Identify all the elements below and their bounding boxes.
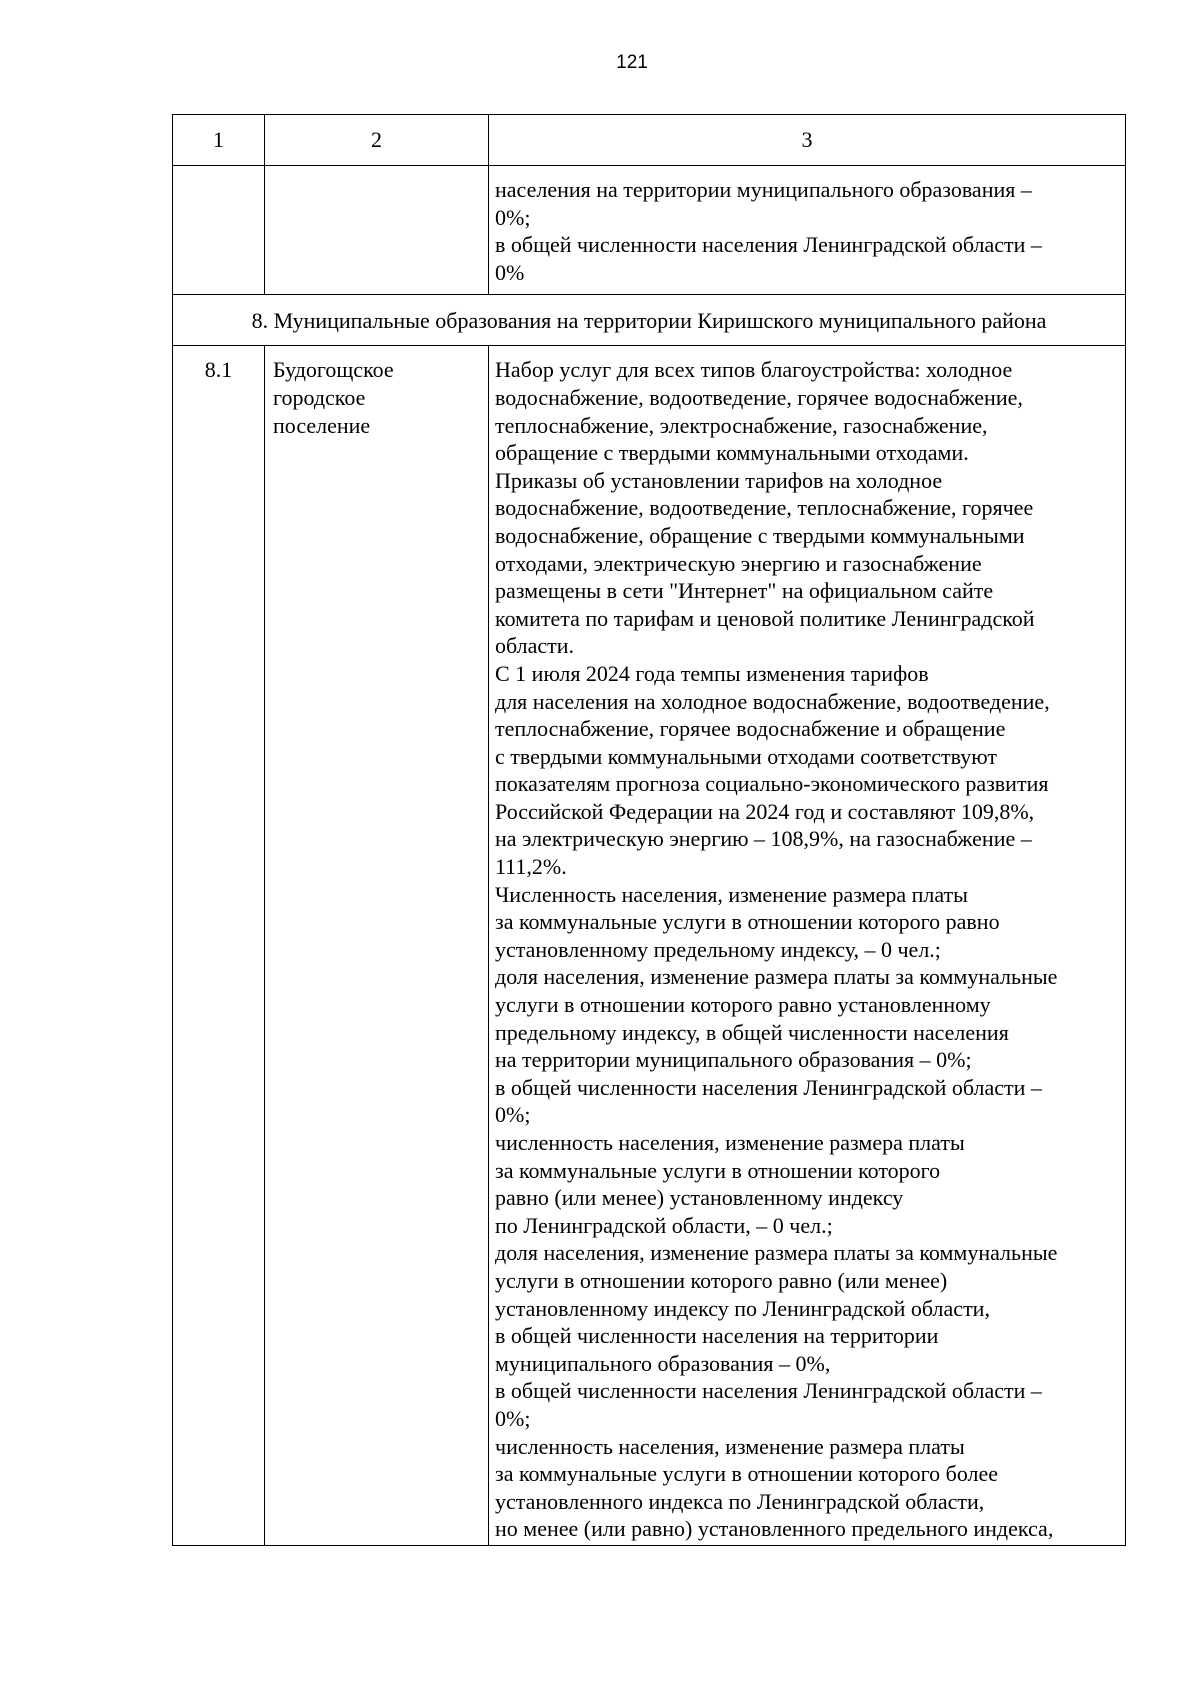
text-line: предельному индексу, в общей численности населения (495, 1019, 1009, 1045)
text-line: установленного индекса по Ленинградской области, (495, 1488, 985, 1514)
text-line: размещены в сети "Интернет" на официальном сайте (495, 578, 994, 604)
item-name-line: городское (273, 384, 366, 410)
continuation-number-cell (173, 166, 265, 295)
text-line: населения на территории муниципального образования – (495, 177, 1032, 202)
text-line: Численность населения, изменение размера платы (495, 881, 968, 907)
continuation-row (173, 166, 1126, 295)
section-row (173, 295, 1126, 346)
text-line: Российской Федерации на 2024 год и составляют 109,8%, (495, 798, 1035, 824)
text-line: доля населения, изменение размера платы за коммунальные (495, 964, 1058, 990)
text-line: показателям прогноза социально-экономического развития (495, 771, 1049, 797)
text-line: равно (или менее) установленному индексу (495, 1185, 904, 1211)
table-header-row (173, 115, 1126, 166)
text-line: 0%; (495, 204, 531, 230)
page-number: 121 (616, 52, 648, 73)
text-line: численность населения, изменение размера платы (495, 1130, 965, 1155)
text-line: в общей численности населения Ленинградской области – (495, 1074, 1042, 1100)
text-line: на территории муниципального образования – 0%; (495, 1047, 972, 1073)
text-line: теплоснабжение, горячее водоснабжение и обращение (495, 716, 1006, 742)
continuation-text-cell (489, 166, 1126, 295)
text-line: водоснабжение, водоотведение, теплоснабжение, горячее (495, 495, 1034, 521)
item-name (265, 346, 489, 1546)
text-line: установленному предельному индексу, – 0 чел.; (495, 936, 941, 962)
text-line: установленному индексу по Ленинградской области, (495, 1295, 990, 1321)
item-number: 8.1 (173, 346, 265, 1546)
text-line: по Ленинградской области, – 0 чел.; (495, 1212, 833, 1238)
table-row (173, 346, 1126, 1546)
text-line: в общей численности населения Ленинградской области – (495, 1378, 1042, 1404)
item-name-line: поселение (273, 412, 371, 438)
text-line: на электрическую энергию – 108,9%, на газоснабжение – (495, 826, 1032, 852)
text-line: С 1 июля 2024 года темпы изменения тарифов (495, 660, 929, 686)
continuation-name-cell (265, 166, 489, 295)
item-name-line: Будогощское (273, 357, 394, 383)
section-title: 8. Муниципальные образования на территории Киришского муниципального района (173, 295, 1126, 346)
text-line: услуги в отношении которого равно (или менее) (495, 1267, 948, 1293)
text-line: но менее (или равно) установленного предельного индекса, (495, 1516, 1054, 1542)
text-line: области. (495, 633, 575, 659)
text-line: отходами, электрическую энергию и газоснабжение (495, 550, 982, 576)
text-line: 0%; (495, 1405, 531, 1431)
item-description (489, 346, 1126, 1546)
column-header-2: 2 (265, 115, 489, 166)
column-header-3: 3 (489, 115, 1126, 166)
text-line: 111,2%. (495, 854, 567, 880)
text-line: 0% (495, 259, 525, 285)
text-line: Приказы об установлении тарифов на холодное (495, 467, 943, 493)
text-line: в общей численности населения на территории (495, 1323, 939, 1349)
text-line: доля населения, изменение размера платы за коммунальные (495, 1240, 1058, 1266)
text-line: за коммунальные услуги в отношении которого (495, 1157, 941, 1183)
text-line: Набор услуг для всех типов благоустройства: холодное (495, 357, 1013, 383)
column-header-1: 1 (173, 115, 265, 166)
text-line: комитета по тарифам и ценовой политике Ленинградской (495, 605, 1035, 631)
text-line: водоснабжение, обращение с твердыми коммунальными (495, 522, 1025, 548)
text-line: муниципального образования – 0%, (495, 1350, 831, 1376)
text-line: с твердыми коммунальными отходами соответствуют (495, 743, 998, 769)
text-line: услуги в отношении которого равно установленному (495, 992, 991, 1018)
text-line: водоснабжение, водоотведение, горячее водоснабжение, (495, 384, 1023, 410)
text-line: для населения на холодное водоснабжение, водоотведение, (495, 688, 1050, 714)
text-line: обращение с твердыми коммунальными отходами. (495, 440, 969, 466)
text-line: теплоснабжение, электроснабжение, газоснабжение, (495, 412, 988, 438)
tariff-table (172, 114, 1126, 1546)
text-line: 0%; (495, 1102, 531, 1128)
text-line: численность населения, изменение размера платы (495, 1433, 965, 1459)
text-line: за коммунальные услуги в отношении которого равно (495, 909, 1000, 935)
text-line: в общей численности населения Ленинградской области – (495, 232, 1042, 258)
text-line: за коммунальные услуги в отношении которого более (495, 1461, 999, 1487)
